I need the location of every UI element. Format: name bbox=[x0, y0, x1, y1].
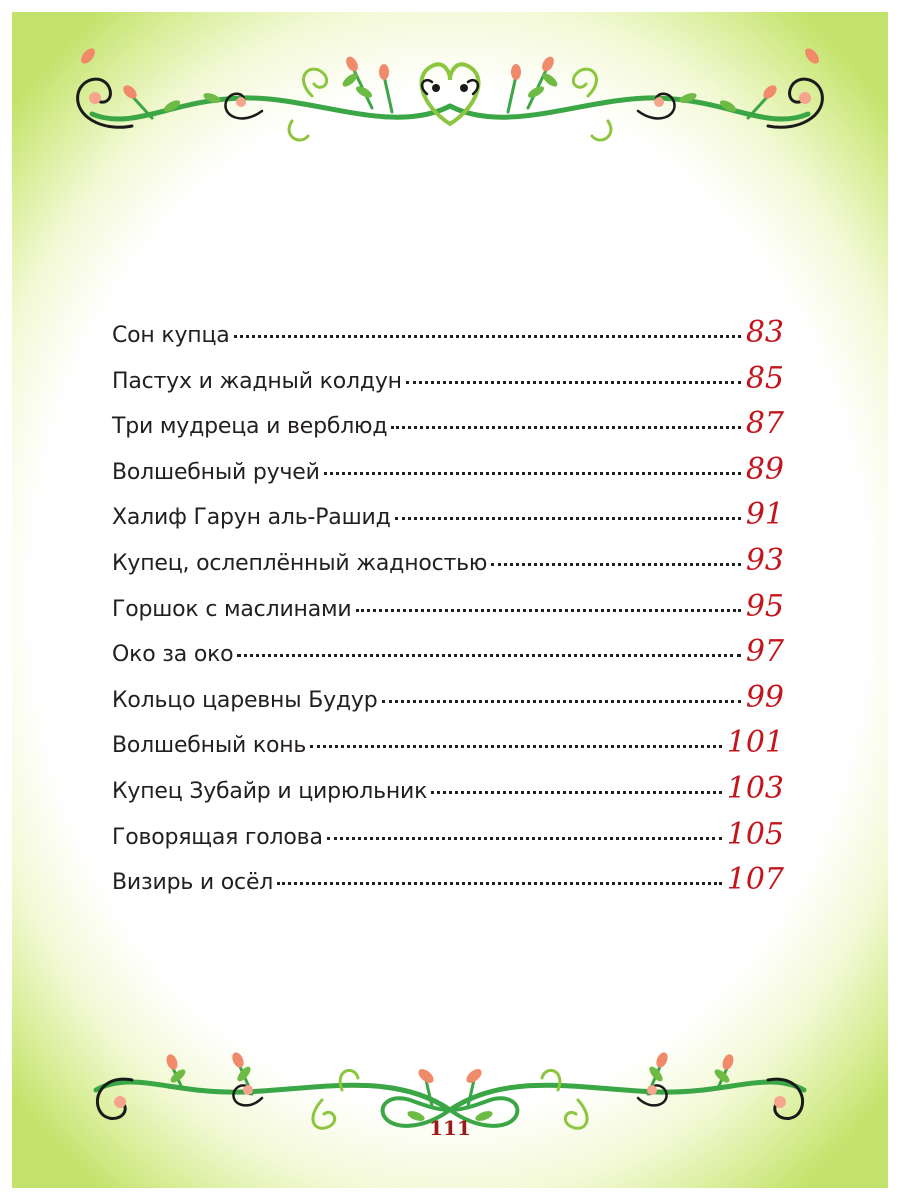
toc-leader-dots bbox=[356, 609, 741, 612]
toc-entry[interactable] bbox=[112, 766, 784, 812]
toc-entry[interactable] bbox=[112, 584, 784, 630]
toc-entry-title: Халиф Гарун аль-Рашид bbox=[112, 505, 391, 531]
toc-entry-title: Кольцо царевны Будур bbox=[112, 687, 378, 713]
toc-entry-page: 83 bbox=[745, 315, 784, 350]
toc-entry-page: 91 bbox=[745, 497, 784, 533]
toc-entry[interactable] bbox=[112, 401, 784, 447]
toc-entry-title: Волшебный ручей bbox=[112, 459, 320, 485]
toc-entry-title: Три мудреца и верблюд bbox=[112, 414, 388, 440]
toc-entry-page: 85 bbox=[745, 360, 784, 396]
toc-entry[interactable] bbox=[112, 857, 784, 903]
toc-entry-page: 99 bbox=[745, 679, 784, 715]
toc-leader-dots bbox=[395, 517, 741, 520]
toc-entry-page: 89 bbox=[745, 451, 784, 487]
toc-leader-dots bbox=[234, 335, 741, 338]
table-of-contents bbox=[112, 310, 784, 903]
toc-entry[interactable] bbox=[112, 812, 784, 858]
top-vine-ornament-icon bbox=[12, 36, 888, 146]
toc-entry-page: 107 bbox=[726, 862, 784, 898]
toc-leader-dots bbox=[431, 791, 722, 794]
toc-entry-page: 105 bbox=[726, 816, 784, 852]
toc-entry-page: 101 bbox=[726, 725, 784, 761]
toc-entry-title: Волшебный конь bbox=[112, 733, 307, 759]
toc-leader-dots bbox=[491, 563, 741, 566]
toc-entry-title: Купец, ослеплённый жадностью bbox=[112, 550, 488, 576]
toc-entry[interactable] bbox=[112, 538, 784, 584]
toc-entry[interactable] bbox=[112, 310, 784, 356]
toc-entry-page: 93 bbox=[745, 542, 784, 578]
bottom-vine-ornament-icon bbox=[12, 1050, 888, 1160]
toc-entry-page: 87 bbox=[745, 406, 784, 442]
toc-entry-page: 103 bbox=[726, 770, 784, 806]
toc-entry-title: Визирь и осёл bbox=[112, 870, 274, 896]
toc-leader-dots bbox=[406, 381, 741, 384]
toc-leader-dots bbox=[391, 426, 740, 429]
toc-entry[interactable] bbox=[112, 492, 784, 538]
toc-entry-title: Говорящая голова bbox=[112, 824, 323, 850]
toc-entry[interactable] bbox=[112, 629, 784, 675]
toc-entry-title: Око за око bbox=[112, 642, 234, 668]
toc-leader-dots bbox=[327, 837, 722, 840]
page-number: 111 bbox=[429, 1116, 471, 1140]
toc-entry[interactable] bbox=[112, 447, 784, 493]
toc-entry-page: 95 bbox=[745, 588, 784, 624]
toc-entry[interactable] bbox=[112, 720, 784, 766]
toc-leader-dots bbox=[237, 654, 740, 657]
toc-entry[interactable] bbox=[112, 675, 784, 721]
toc-entry-title: Горшок с маслинами bbox=[112, 596, 352, 622]
toc-leader-dots bbox=[324, 472, 741, 475]
toc-leader-dots bbox=[310, 745, 722, 748]
toc-entry-title: Пастух и жадный колдун bbox=[112, 368, 402, 394]
toc-entry-title: Купец Зубайр и цирюльник bbox=[112, 778, 428, 804]
toc-entry-page: 97 bbox=[745, 634, 784, 670]
toc-entry-title: Сон купца bbox=[112, 323, 230, 348]
toc-leader-dots bbox=[277, 882, 722, 885]
toc-leader-dots bbox=[382, 700, 741, 703]
toc-entry[interactable] bbox=[112, 356, 784, 402]
